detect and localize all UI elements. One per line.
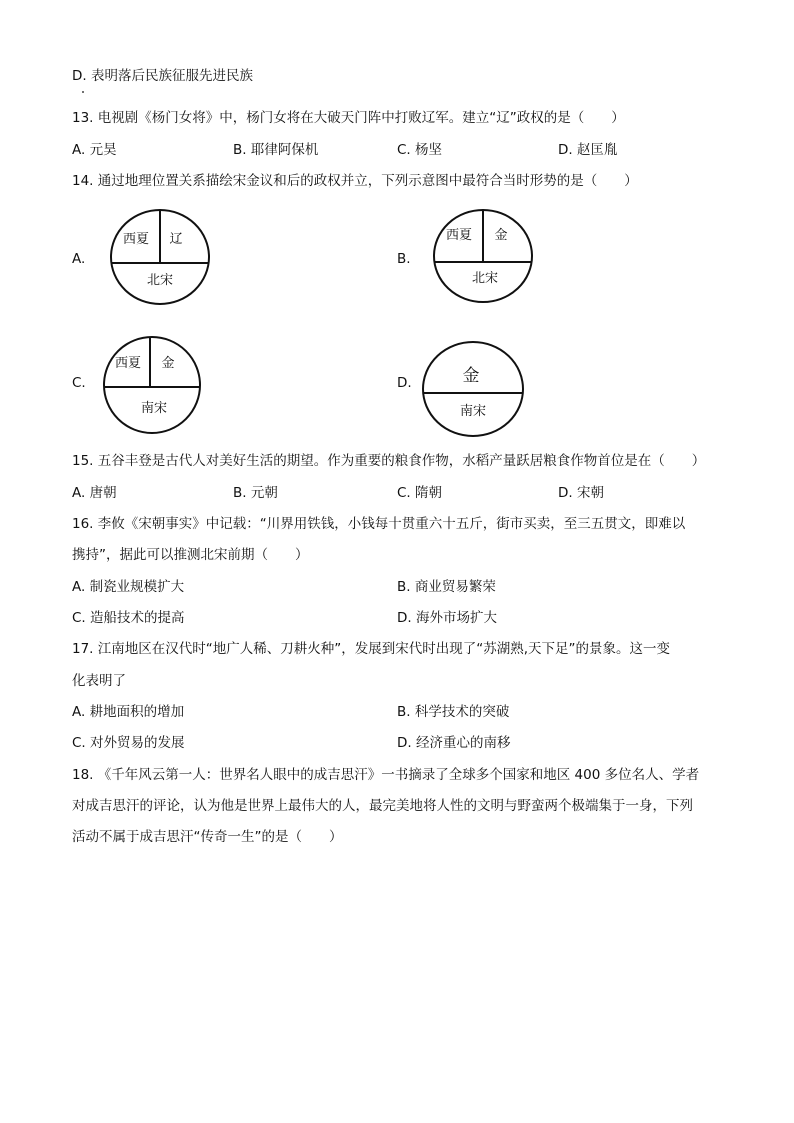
q16-option-d: D. 海外市场扩大 bbox=[397, 610, 497, 626]
q17-stem-line2: 化表明了 bbox=[72, 673, 126, 689]
q15-option-d: D. 宋朝 bbox=[558, 485, 604, 501]
q13-option-d: D. 赵匡胤 bbox=[558, 142, 618, 158]
q14-option-b-diagram bbox=[431, 206, 535, 306]
q18-stem-line2: 对成吉思汗的评论，认为他是世界上最伟大的人，最完美地将人性的文明与野蛮两个极端集于一身，下列 bbox=[72, 798, 693, 814]
diagram-label-jin: 金 bbox=[462, 366, 480, 386]
q15-option-a: A. 唐朝 bbox=[72, 485, 117, 501]
diagram-label-xixia: 西夏 bbox=[445, 228, 473, 243]
q16-option-b: B. 商业贸易繁荣 bbox=[397, 579, 496, 595]
diagram-label-jin: 金 bbox=[161, 356, 175, 371]
q18-stem-line3: 活动不属于成吉思汗“传奇一生”的是（ ） bbox=[72, 829, 343, 845]
q14-option-c-diagram bbox=[102, 334, 202, 436]
q15-option-c: C. 隋朝 bbox=[397, 485, 443, 501]
q15-stem: 15. 五谷丰登是古代人对美好生活的期望。作为重要的粮食作物，水稻产量跃居粮食作物首位是在（ ） bbox=[72, 453, 706, 469]
q14-option-d-diagram bbox=[421, 340, 525, 440]
stray-dot bbox=[82, 91, 84, 93]
diagram-label-xixia: 西夏 bbox=[122, 232, 150, 247]
diagram-label-jin: 金 bbox=[494, 228, 508, 243]
q17-option-b: B. 科学技术的突破 bbox=[397, 704, 510, 720]
q17-option-d: D. 经济重心的南移 bbox=[397, 735, 511, 751]
diagram-label-nansong: 南宋 bbox=[459, 404, 487, 419]
q16-option-a: A. 制瓷业规模扩大 bbox=[72, 579, 185, 595]
diagram-label-nansong: 南宋 bbox=[140, 401, 168, 416]
diagram-label-liao: 辽 bbox=[169, 232, 183, 247]
q15-option-b: B. 元朝 bbox=[233, 485, 278, 501]
q14-option-d-letter: D. bbox=[397, 375, 412, 391]
q13-stem: 13. 电视剧《杨门女将》中，杨门女将在大破天门阵中打败辽军。建立“辽”政权的是（ ） bbox=[72, 110, 625, 126]
diagram-label-beisong: 北宋 bbox=[146, 273, 174, 288]
q16-stem-line1: 16. 李攸《宋朝事实》中记载：“川界用铁钱，小钱每十贯重六十五斤，街市买卖，至三五贯文，即难以 bbox=[72, 516, 686, 532]
q14-option-a-diagram bbox=[108, 207, 212, 307]
q17-stem-line1: 17. 江南地区在汉代时“地广人稀、刀耕火种”，发展到宋代时出现了“苏湖熟,天下足”的景象。这一变 bbox=[72, 641, 671, 657]
q13-option-b: B. 耶律阿保机 bbox=[233, 142, 319, 158]
q14-option-a-letter: A. bbox=[72, 251, 86, 267]
q17-option-c: C. 对外贸易的发展 bbox=[72, 735, 185, 751]
q16-option-c: C. 造船技术的提高 bbox=[72, 610, 185, 626]
q12-option-d: D. 表明落后民族征服先进民族 bbox=[72, 68, 253, 84]
diagram-label-xixia: 西夏 bbox=[114, 356, 142, 371]
q13-option-c: C. 杨坚 bbox=[397, 142, 443, 158]
q17-option-a: A. 耕地面积的增加 bbox=[72, 704, 185, 720]
q14-option-c-letter: C. bbox=[72, 375, 86, 391]
q14-option-b-letter: B. bbox=[397, 251, 411, 267]
q18-stem-line1: 18. 《千年风云第一人：世界名人眼中的成吉思汗》一书摘录了全球多个国家和地区 400 多位名人、学者 bbox=[72, 767, 700, 783]
q13-option-a: A. 元昊 bbox=[72, 142, 117, 158]
q14-stem: 14. 通过地理位置关系描绘宋金议和后的政权并立，下列示意图中最符合当时形势的是（ ） bbox=[72, 173, 638, 189]
q16-stem-line2: 携持”，据此可以推测北宋前期（ ） bbox=[72, 547, 309, 563]
diagram-label-beisong: 北宋 bbox=[471, 271, 499, 286]
